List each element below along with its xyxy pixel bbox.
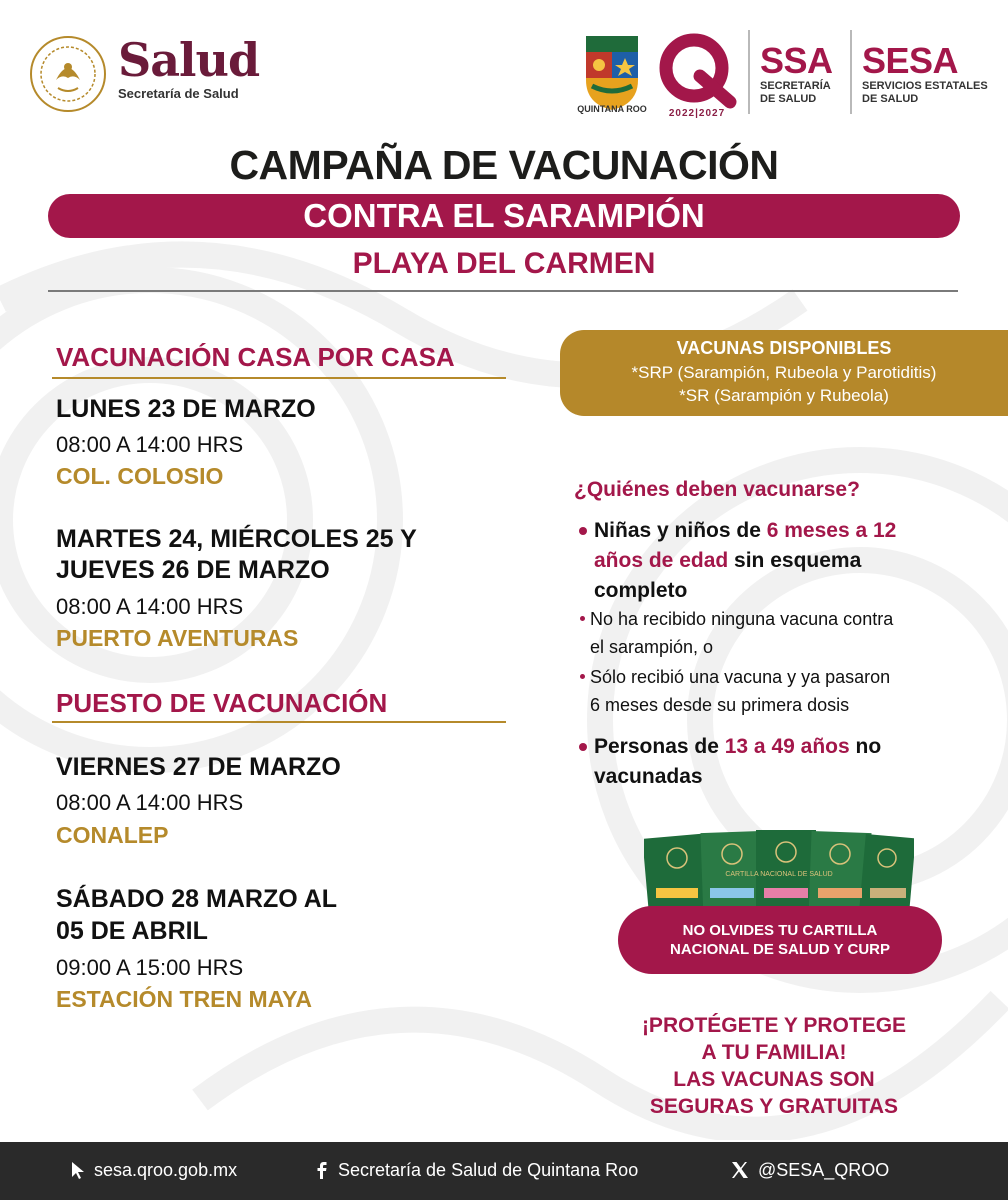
schedule-place: COL. COLOSIO bbox=[56, 463, 224, 489]
q-government-years: 2022|2027 bbox=[668, 108, 726, 119]
schedule-hours: 08:00 A 14:00 HRS bbox=[56, 790, 244, 815]
eligibility-children bbox=[594, 516, 1008, 606]
schedule-hours: 08:00 A 14:00 HRS bbox=[56, 432, 244, 457]
schedule-day: LUNES 23 DE MARZO bbox=[56, 395, 316, 423]
eligibility-text: Niñas y niños de bbox=[594, 519, 767, 542]
ssa-title: SSA bbox=[760, 40, 833, 81]
title-divider bbox=[48, 290, 958, 292]
eligibility-highlight: 13 a 49 años bbox=[724, 735, 850, 758]
vaccine-srp: *SRP (Sarampión, Rubeola y Parotiditis) bbox=[631, 363, 937, 382]
q-government-logo-icon bbox=[656, 30, 738, 112]
cartilla-reminder-box bbox=[618, 906, 942, 974]
house-to-house-heading: VACUNACIÓN CASA POR CASA bbox=[56, 342, 455, 372]
condition-text: Sólo recibió una vacuna y ya pasaron bbox=[590, 667, 891, 687]
schedule-place: CONALEP bbox=[56, 822, 169, 848]
eligibility-text: completo bbox=[594, 579, 688, 602]
eligibility-adults bbox=[594, 732, 1008, 792]
schedule-day-line2: 05 DE ABRIL bbox=[56, 917, 208, 945]
schedule-day: VIERNES 27 DE MARZO bbox=[56, 753, 341, 781]
salud-title: Salud bbox=[118, 33, 260, 87]
available-vaccines-title: VACUNAS DISPONIBLES bbox=[676, 338, 892, 358]
sesa-subtitle-1: SERVICIOS ESTATALES bbox=[862, 80, 988, 92]
schedule-day: SÁBADO 28 MARZO AL bbox=[56, 885, 338, 913]
schedule-day: MARTES 24, MIÉRCOLES 25 Y bbox=[56, 525, 417, 553]
ssa-subtitle-1: SECRETARÍA bbox=[760, 80, 831, 92]
sesa-title: SESA bbox=[862, 40, 959, 81]
eligibility-highlight: años de edad bbox=[594, 549, 729, 572]
schedule-day-line2: JUEVES 26 DE MARZO bbox=[56, 556, 330, 584]
eligibility-text: Personas de bbox=[594, 735, 725, 758]
section-underline bbox=[52, 377, 506, 379]
salud-subtitle: Secretaría de Salud bbox=[118, 86, 239, 101]
footer-facebook-link[interactable]: Secretaría de Salud de Quintana Roo bbox=[338, 1160, 639, 1180]
quintana-roo-shield-icon bbox=[582, 30, 642, 112]
schedule-hours: 08:00 A 14:00 HRS bbox=[56, 594, 244, 619]
protect-line3: LAS VACUNAS SON bbox=[673, 1068, 875, 1091]
schedule-place: ESTACIÓN TREN MAYA bbox=[56, 986, 313, 1012]
footer-x-link[interactable]: @SESA_QROO bbox=[758, 1160, 890, 1180]
header-divider bbox=[748, 30, 750, 114]
available-vaccines-box bbox=[560, 330, 1008, 416]
ssa-subtitle-2: DE SALUD bbox=[760, 93, 817, 105]
bullet-dot bbox=[580, 674, 585, 679]
footer bbox=[0, 1142, 1008, 1200]
eligibility-highlight: 6 meses a 12 bbox=[766, 519, 897, 542]
eligibility-condition-2 bbox=[590, 663, 1000, 719]
section-underline bbox=[52, 721, 506, 723]
condition-text: No ha recibido ninguna vacuna contra bbox=[590, 609, 894, 629]
campaign-location: PLAYA DEL CARMEN bbox=[352, 247, 656, 280]
campaign-title: CAMPAÑA DE VACUNACIÓN bbox=[229, 142, 779, 188]
sesa-subtitle-2: DE SALUD bbox=[862, 93, 919, 105]
protect-line4: SEGURAS Y GRATUITAS bbox=[649, 1095, 899, 1118]
facebook-icon bbox=[312, 1160, 332, 1180]
eligibility-text: vacunadas bbox=[594, 765, 703, 788]
salud-logo bbox=[118, 33, 260, 101]
bullet-dot bbox=[580, 616, 585, 621]
mexico-seal-icon bbox=[28, 34, 108, 114]
footer-website-link[interactable]: sesa.qroo.gob.mx bbox=[94, 1160, 238, 1180]
cartilla-reminder-line2: NACIONAL DE SALUD Y CURP bbox=[669, 941, 891, 958]
condition-text: el sarampión, o bbox=[590, 637, 714, 657]
bullet-dot bbox=[579, 743, 587, 751]
card-label: CARTILLA NACIONAL DE SALUD bbox=[725, 871, 833, 878]
x-twitter-icon bbox=[730, 1160, 750, 1180]
vaccination-post-heading: PUESTO DE VACUNACIÓN bbox=[56, 688, 388, 718]
protect-line2: A TU FAMILIA! bbox=[701, 1041, 847, 1064]
cartilla-reminder-line1: NO OLVIDES TU CARTILLA bbox=[682, 922, 878, 939]
schedule-hours: 09:00 A 15:00 HRS bbox=[56, 955, 244, 980]
campaign-banner: CONTRA EL SARAMPIÓN bbox=[48, 194, 960, 238]
header-divider bbox=[850, 30, 852, 114]
condition-text: 6 meses desde su primera dosis bbox=[590, 695, 850, 715]
cursor-icon bbox=[68, 1160, 88, 1180]
header bbox=[0, 0, 1008, 130]
who-should-vaccinate-title: ¿Quiénes deben vacunarse? bbox=[574, 478, 860, 501]
quintana-roo-label: QUINTANA ROO bbox=[577, 104, 647, 114]
vaccine-sr: *SR (Sarampión y Rubeola) bbox=[679, 386, 889, 405]
eligibility-condition-1 bbox=[590, 605, 1000, 661]
schedule-place: PUERTO AVENTURAS bbox=[56, 625, 299, 651]
eligibility-text: sin esquema bbox=[728, 549, 862, 572]
eligibility-text: no bbox=[849, 735, 882, 758]
bullet-dot bbox=[579, 527, 587, 535]
protect-line1: ¡PROTÉGETE Y PROTEGE bbox=[641, 1014, 907, 1037]
